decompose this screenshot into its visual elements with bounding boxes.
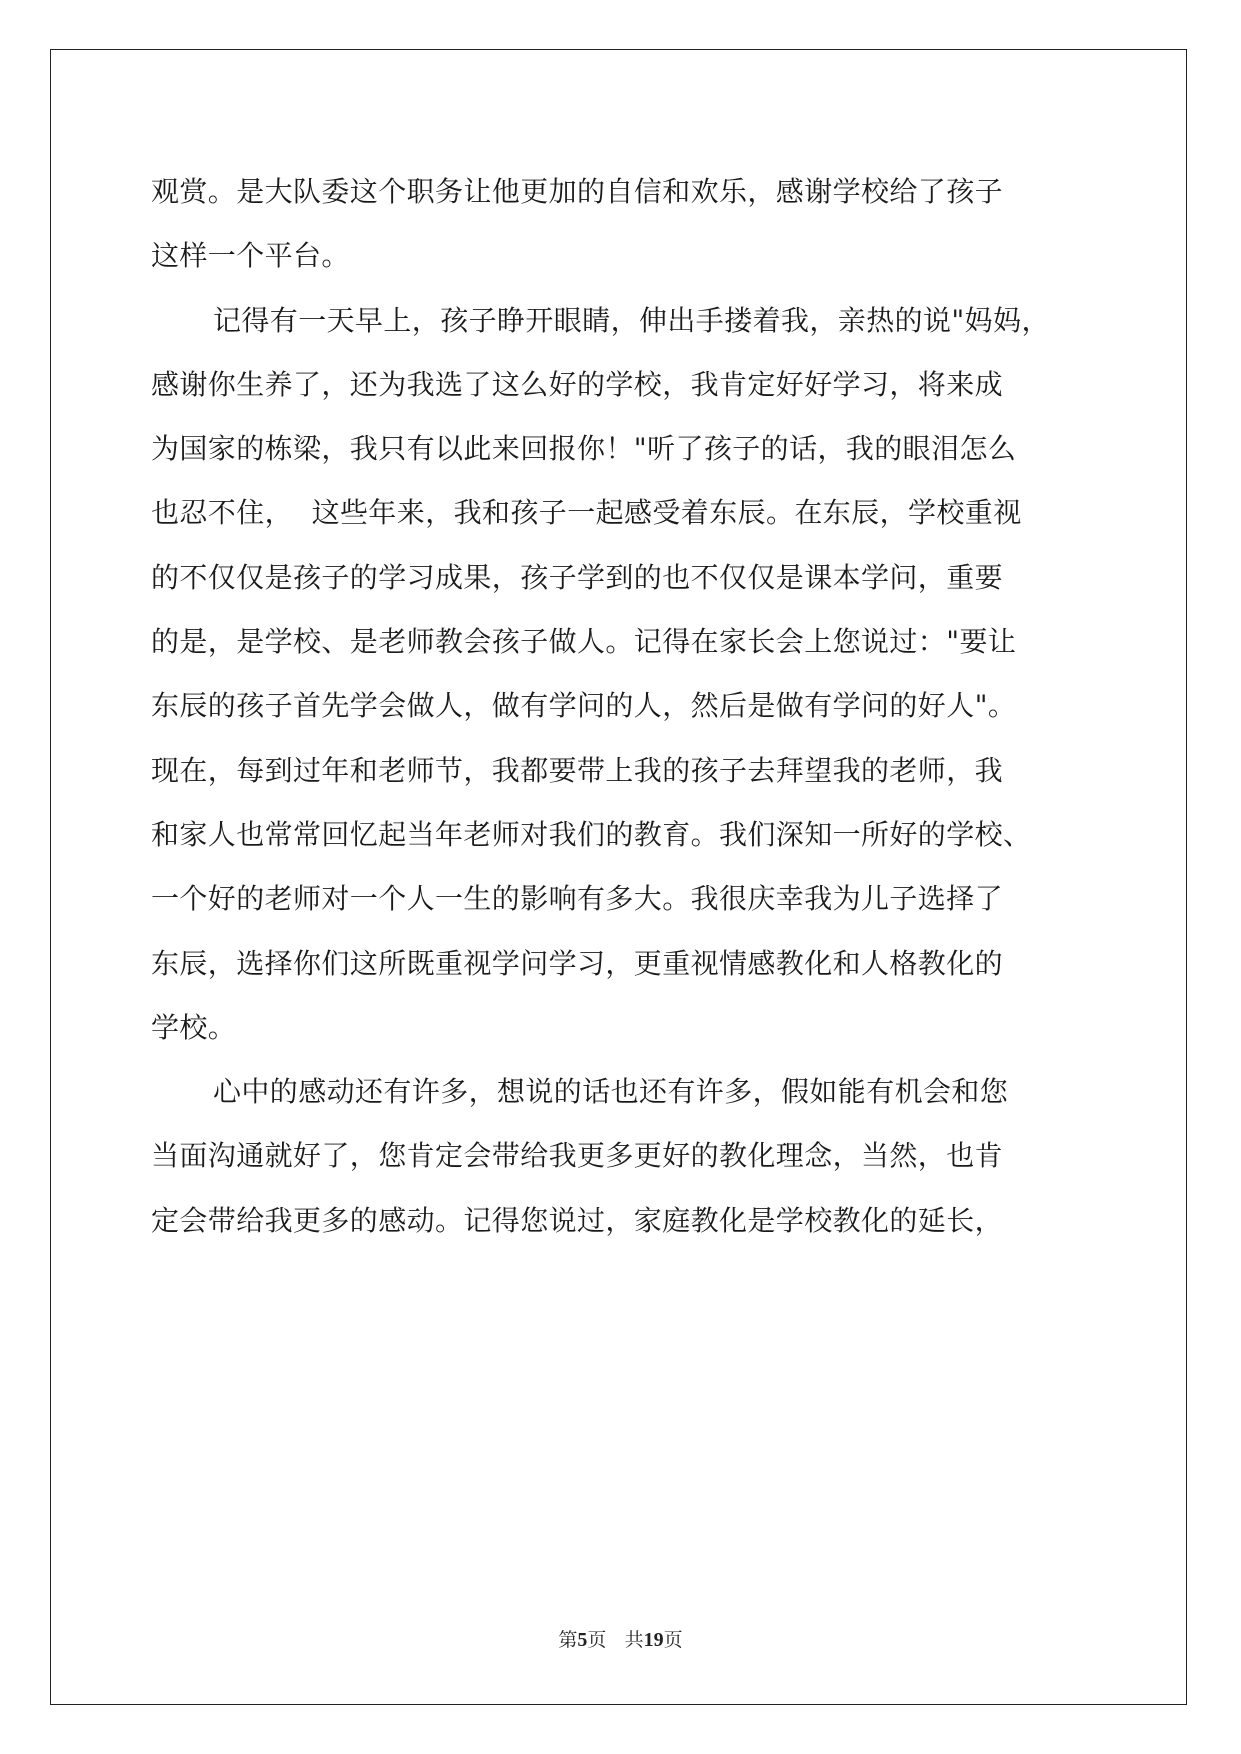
- text-line: 东辰的孩子首先学会做人，做有学问的人，然后是做有学问的好人"。: [151, 689, 1017, 723]
- document-body: [151, 160, 1111, 1253]
- paragraph-start-line: 记得有一天早上，孩子睁开眼睛，伸出手搂着我，亲热的说"妈妈，: [213, 303, 1050, 337]
- text-line: 感谢你生养了，还为我选了这么好的学校，我肯定好好学习，将来成: [151, 367, 1004, 401]
- text-line: 和家人也常常回忆起当年老师对我们的教育。我们深知一所好的学校、: [151, 817, 1032, 851]
- footer-total-prefix: 共: [624, 1629, 644, 1651]
- text-line: 这样一个平台。: [151, 239, 350, 273]
- footer-page-suffix: 页: [587, 1629, 607, 1651]
- text-line: 一个好的老师对一个人一生的影响有多大。我很庆幸我为儿子选择了: [151, 882, 1004, 916]
- text-line: 也忍不住， 这些年来，我和孩子一起感受着东辰。在东辰，学校重视: [151, 496, 1022, 530]
- text-line: 的不仅仅是孩子的学习成果，孩子学到的也不仅仅是课本学问，重要: [151, 560, 1004, 594]
- text-line: 现在，每到过年和老师节，我都要带上我的孩子去拜望我的老师，我: [151, 753, 1004, 787]
- footer-total-suffix: 页: [663, 1629, 683, 1651]
- text-line: 东辰，选择你们这所既重视学问学习，更重视情感教化和人格教化的: [151, 946, 1004, 980]
- text-line: 观赏。是大队委这个职务让他更加的自信和欢乐，感谢学校给了孩子: [151, 175, 1004, 208]
- text-line: 为国家的栋梁，我只有以此来回报你！"听了孩子的话，我的眼泪怎么: [151, 432, 1017, 466]
- text-line: 的是，是学校、是老师教会孩子做人。记得在家长会上您说过："要让: [151, 625, 1017, 659]
- text-line: 学校。: [151, 1010, 237, 1044]
- text-line: 当面沟通就好了，您肯定会带给我更多更好的教化理念，当然，也肯: [151, 1139, 1004, 1173]
- page-footer: [0, 1625, 1241, 1652]
- paragraph-start-line: 心中的感动还有许多，想说的话也还有许多，假如能有机会和您: [213, 1075, 1009, 1109]
- page-number: 5: [577, 1629, 588, 1651]
- total-pages: 19: [643, 1629, 664, 1651]
- footer-prefix: 第: [558, 1629, 578, 1651]
- text-line: 定会带给我更多的感动。记得您说过，家庭教化是学校教化的延长，: [151, 1203, 1004, 1237]
